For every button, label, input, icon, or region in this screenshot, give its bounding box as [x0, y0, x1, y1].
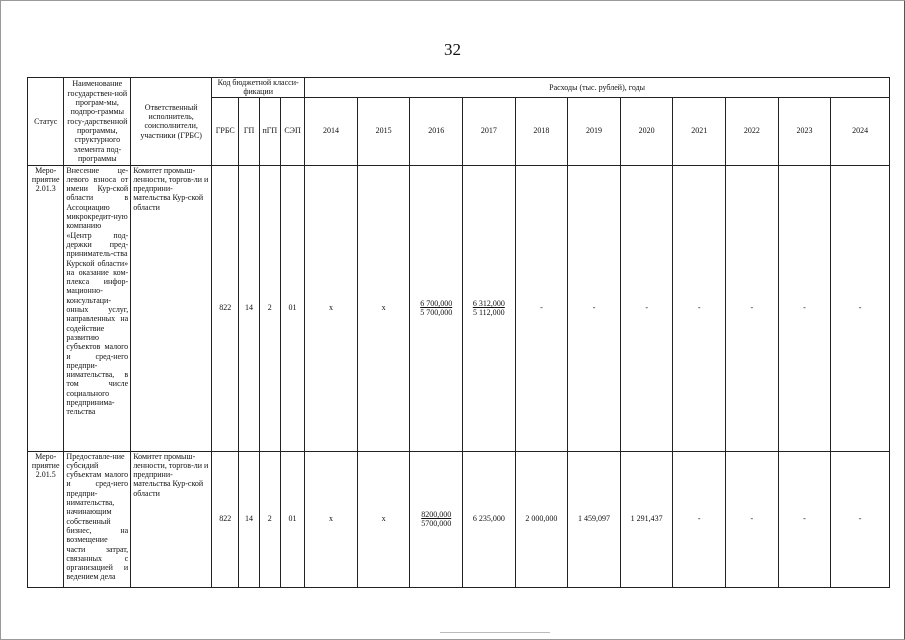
row-2022: -	[726, 165, 779, 451]
header-name: Наименование государствен-ной програм-мы, подпро-граммы госу-дарственной программы, структурного элемента под-программы	[64, 78, 131, 166]
header-year-2021: 2021	[673, 97, 726, 165]
row-pgp: 2	[259, 165, 280, 451]
row-name: Внесение це-левого взноса от имени Кур-ской области в Ассоциацию микрокредит-ную компанию «Центр под-держки пред-приниматель-ства Курской области» на оказание ком-плекса инфор-мационно-консультаци-онных услуг, направленных на содействие развитию субъектов малого и сред-него предпри-нимательства, в том числе социального предпринима-тельства	[64, 165, 131, 451]
row-pgp: 2	[259, 451, 280, 587]
row-2024: -	[831, 451, 890, 587]
row-2018: 2 000,000	[515, 451, 568, 587]
row-2016-old-value: 6 700,000	[420, 298, 453, 308]
row-grbs: 822	[212, 165, 239, 451]
header-grbs: ГРБС	[212, 97, 239, 165]
page-number: 32	[444, 40, 461, 59]
header-year-2016: 2016	[410, 97, 463, 165]
row-gp: 14	[239, 451, 259, 587]
row-2021: -	[673, 165, 726, 451]
header-year-2015: 2015	[357, 97, 410, 165]
header-year-2019: 2019	[568, 97, 621, 165]
row-sep: 01	[280, 165, 304, 451]
row-2014: x	[305, 165, 358, 451]
budget-table	[27, 77, 890, 588]
row-2023: -	[778, 451, 831, 587]
header-year-2017: 2017	[463, 97, 516, 165]
row-2015: x	[357, 451, 410, 587]
row-sep: 01	[280, 451, 304, 587]
row-2015: x	[357, 165, 410, 451]
header-pgp: пГП	[259, 97, 280, 165]
row-grbs: 822	[212, 451, 239, 587]
row-2024: -	[831, 165, 890, 451]
header-year-2020: 2020	[620, 97, 673, 165]
header-status: Статус	[28, 78, 64, 166]
row-responsible: Комитет промыш-ленности, торгов-ли и предприни-мательства Кур-ской области	[131, 165, 212, 451]
row-2023: -	[778, 165, 831, 451]
row-gp: 14	[239, 165, 259, 451]
row-2020: 1 291,437	[620, 451, 673, 587]
header-sep: СЭП	[280, 97, 304, 165]
row-2016	[410, 165, 463, 451]
row-2016-old-value: 8200,000	[421, 509, 452, 519]
row-2017-old-value: 6 312,000	[472, 298, 505, 308]
header-budget-code: Код бюджетной класси-фикации	[212, 78, 305, 98]
row-2018: -	[515, 165, 568, 451]
header-responsible: Ответственный исполнитель, соисполнители, участники (ГРБС)	[131, 78, 212, 166]
header-row-1	[28, 78, 890, 98]
header-year-2022: 2022	[726, 97, 779, 165]
header-year-2018: 2018	[515, 97, 568, 165]
row-2021: -	[673, 451, 726, 587]
row-2019: 1 459,097	[568, 451, 621, 587]
header-year-2024: 2024	[831, 97, 890, 165]
header-expenses: Расходы (тыс. рублей), годы	[305, 78, 890, 98]
table-row	[28, 451, 890, 587]
row-2014: x	[305, 451, 358, 587]
row-2016	[410, 451, 463, 587]
row-2022: -	[726, 451, 779, 587]
row-2016-new-value: 5700,000	[421, 519, 452, 529]
row-2017	[463, 165, 516, 451]
table-row	[28, 165, 890, 451]
row-status: Меро-приятие 2.01.5	[28, 451, 64, 587]
header-year-2023: 2023	[778, 97, 831, 165]
row-responsible: Комитет промыш-ленности, торгов-ли и предприни-мательства Кур-ской области	[131, 451, 212, 587]
row-name: Предоставле-ние субсидий субъектам малого и сред-него предпри-нимательства, начинающим собственный бизнес, на возмещение части затрат, связанных с организацией и ведением дела	[64, 451, 131, 587]
row-2017: 6 235,000	[463, 451, 516, 587]
header-year-2014: 2014	[305, 97, 358, 165]
row-2017-new-value: 5 112,000	[472, 308, 505, 318]
scan-artifact-line	[440, 632, 550, 635]
row-status: Меро-приятие 2.01.3	[28, 165, 64, 451]
row-2020: -	[620, 165, 673, 451]
header-gp: ГП	[239, 97, 259, 165]
row-2019: -	[568, 165, 621, 451]
row-2016-new-value: 5 700,000	[420, 308, 453, 318]
